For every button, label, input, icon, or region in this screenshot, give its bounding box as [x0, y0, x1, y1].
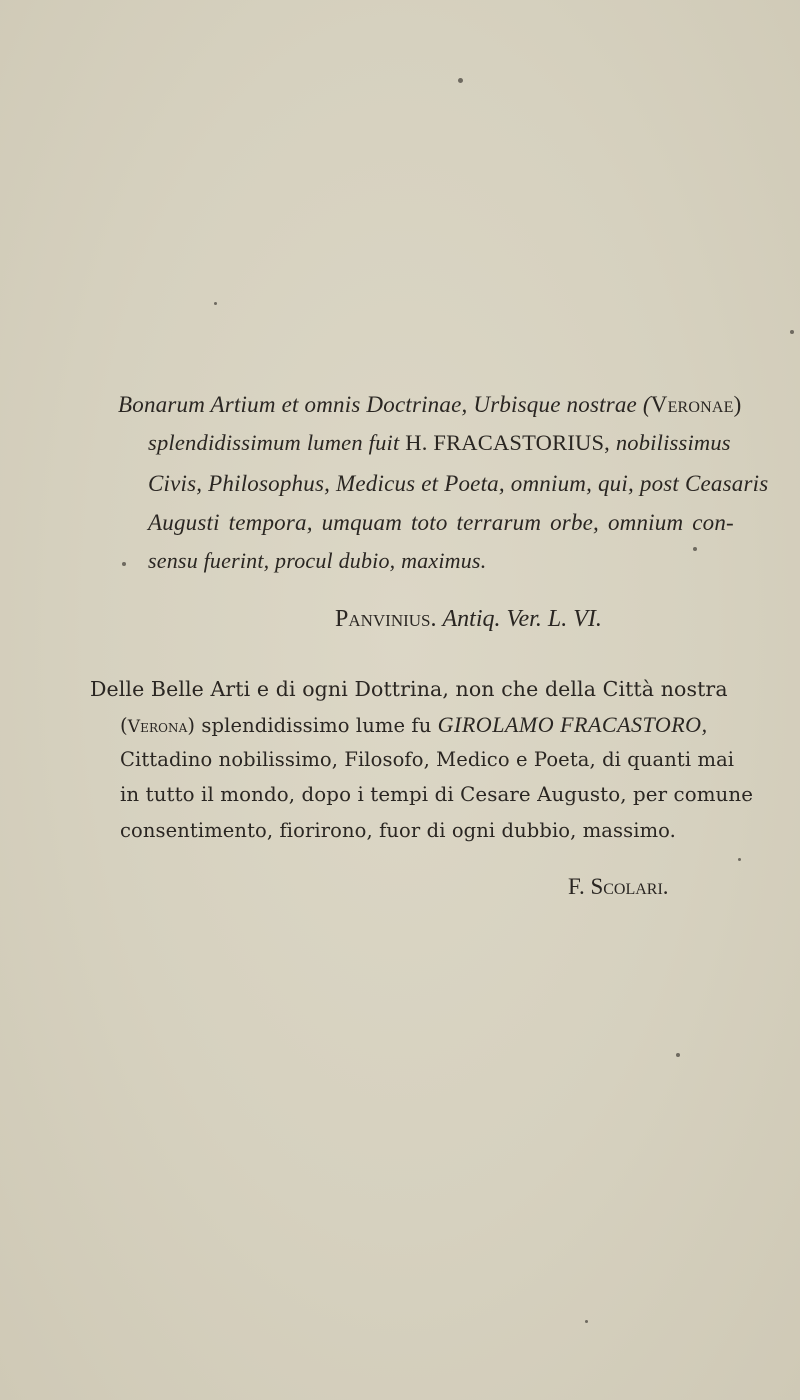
italian-line-2 — [120, 714, 708, 736]
paper-speck — [693, 547, 697, 551]
latin-line-1-text: Bonarum Artium et omnis Doctrinae, Urbisque nostrae ( — [118, 392, 651, 417]
italian-line-5: consentimento, fiorirono, fuor di ogni dubbio, massimo. — [120, 819, 676, 842]
latin-line-2-post: nobilissimus — [610, 430, 731, 455]
paper-speck — [122, 562, 126, 566]
latin-line-2 — [148, 432, 731, 455]
latin-line-3: Civis, Philosophus, Medicus et Poeta, omnium, qui, post Ceasaris — [148, 471, 769, 496]
latin-line-1-end: ) — [733, 392, 742, 417]
paper-speck — [738, 858, 741, 861]
italian-line-2-name: GIROLAMO FRACASTORO, — [437, 712, 708, 737]
latin-line-4: Augusti tempora, umquam toto terrarum orbe, omnium con- — [148, 510, 734, 535]
italian-line-4: in tutto il mondo, dopo i tempi di Cesare Augusto, per comune — [120, 783, 754, 806]
italian-line-2-sc: Verona — [127, 717, 188, 737]
italian-line-3: Cittadino nobilissimo, Filosofo, Medico e Poeta, di quanti mai — [120, 748, 735, 771]
paper-speck — [458, 78, 463, 83]
paper-speck — [214, 302, 217, 305]
translator-initial: F. — [568, 874, 591, 899]
translator-surname: Scolari. — [590, 874, 669, 899]
paper-speck — [585, 1320, 588, 1323]
paper-speck — [676, 1053, 680, 1057]
italian-line-2-mid: ) splendidissimo lume fu — [187, 714, 438, 737]
translator-signature — [568, 875, 669, 898]
attribution — [335, 607, 602, 631]
latin-line-1-sc: Veronae — [650, 392, 734, 417]
latin-line-2-name: H. FRACASTORIUS, — [405, 430, 610, 455]
attribution-work: Antiq. Ver. L. VI. — [442, 606, 602, 632]
latin-line-1 — [118, 393, 742, 416]
latin-line-5: sensu fuerint, procul dubio, maximus. — [148, 548, 487, 573]
paper-speck — [790, 330, 794, 334]
attribution-author: Panvinius. — [335, 606, 437, 632]
italian-line-2-open: ( — [120, 714, 128, 737]
italian-line-1: Delle Belle Arti e di ogni Dottrina, non che della Città nostra — [90, 677, 728, 701]
latin-line-2-pre: splendidissimum lumen fuit — [148, 430, 406, 455]
